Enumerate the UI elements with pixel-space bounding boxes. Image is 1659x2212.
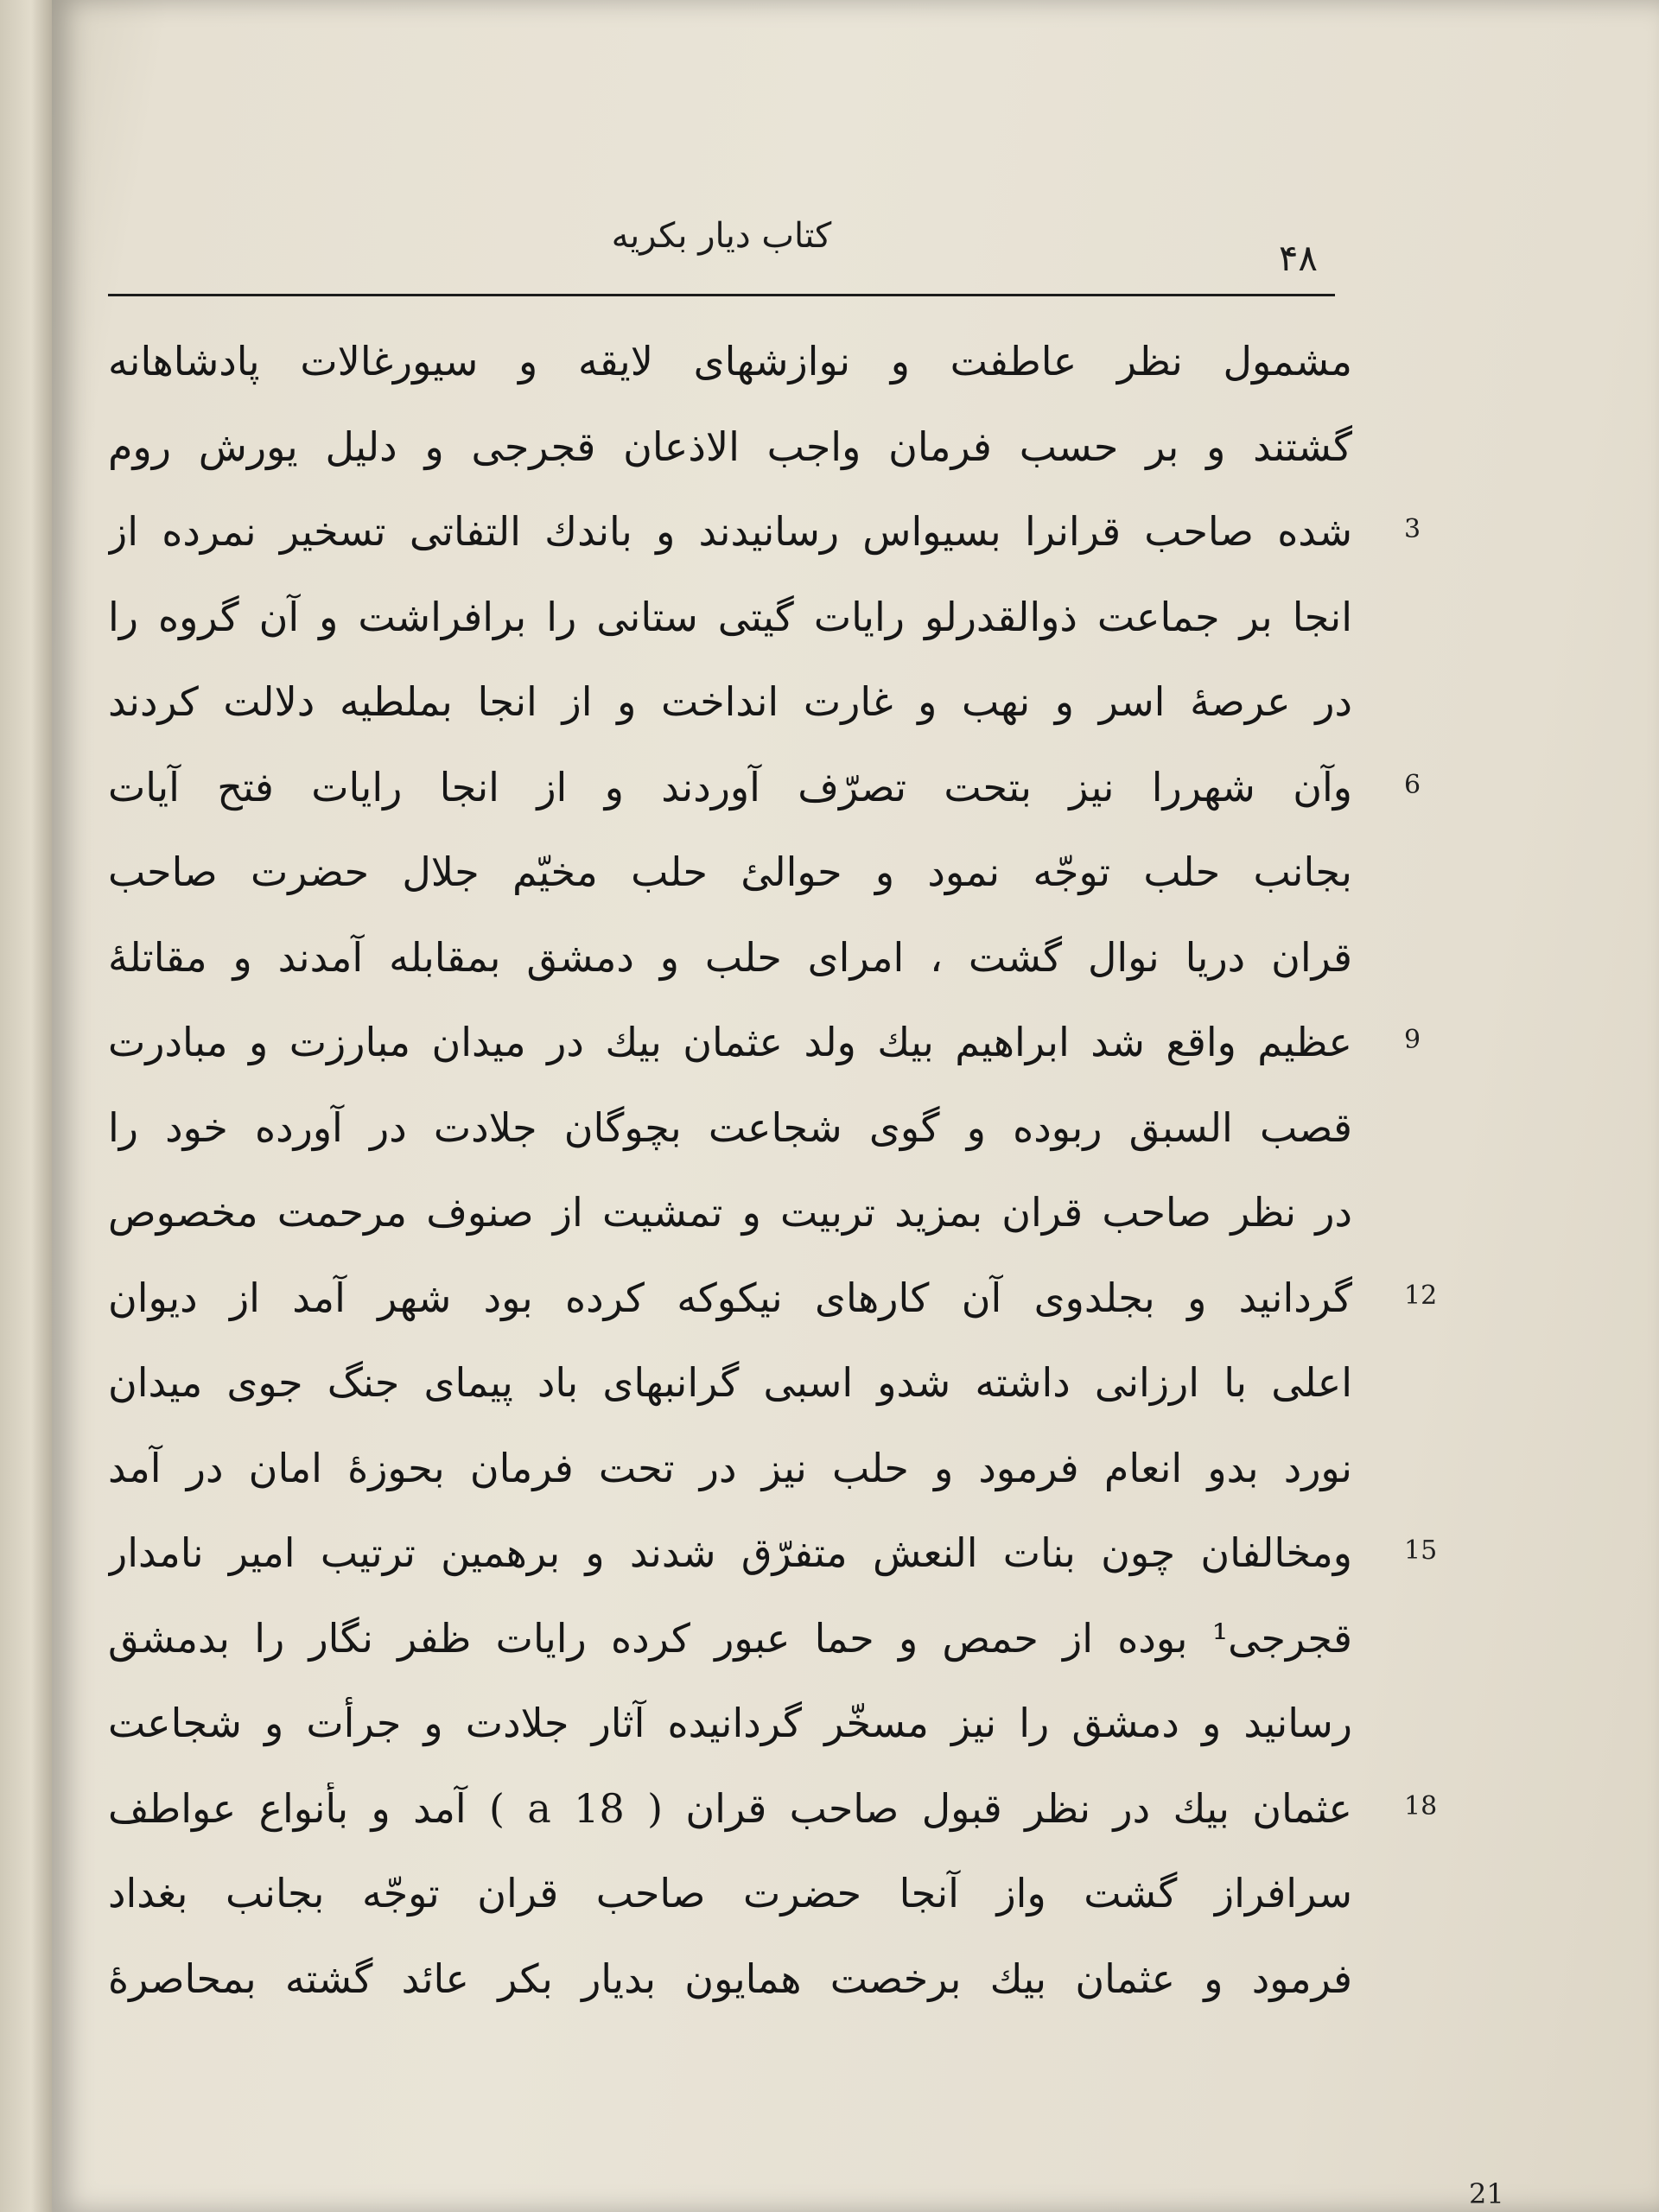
line-number: 12	[1404, 1280, 1438, 1311]
text-line	[108, 1001, 1421, 1086]
line-text: قران دریا نوال گشت ، امرای حلب و دمشق بمقابله آمدند و مقاتلهٔ	[108, 933, 1352, 981]
line-text: گشتند و بر حسب فرمان واجب الاذعان قجرجی و دلیل یورش روم	[108, 423, 1352, 470]
text-line	[108, 575, 1352, 661]
text-line	[108, 1256, 1438, 1342]
running-header	[108, 216, 1335, 296]
text-line	[108, 1511, 1438, 1597]
line-text: در عرصهٔ اسر و نهب و غارت انداخت و از انجا بملطیه دلالت کردند	[108, 678, 1352, 725]
line-number: 3	[1404, 514, 1421, 544]
line-text: بجانب حلب توجّه نمود و حوالیٔ حلب مخیّم جلال حضرت صاحب	[108, 849, 1352, 895]
line-number: 18	[1404, 1790, 1438, 1821]
page-number: ۴۸	[1278, 237, 1318, 279]
text-line	[108, 1937, 1352, 2023]
line-text: رسانید و دمشق را نیز مسخّر گردانیده آثار جلادت و جرأت و شجاعت	[108, 1700, 1352, 1746]
line-text: قصب السبق ربوده و گوی شجاعت بچوگان جلادت در آورده خود را	[108, 1103, 1352, 1151]
line-number: 9	[1404, 1025, 1421, 1055]
header-title: کتاب دیار بکریه	[611, 216, 832, 256]
text-line	[108, 1086, 1352, 1172]
line-number: 15	[1404, 1535, 1438, 1566]
text-line	[108, 1767, 1438, 1853]
line-text: وآن شهررا نیز بتحت تصرّف آوردند و از انجا رایات فتح آیات	[108, 763, 1352, 810]
line-text: گردانید و بجلدوی آن کارهای نیکوکه کرده بود شهر آمد از دیوان	[108, 1274, 1352, 1321]
line-text: نورد بدو انعام فرمود و حلب نیز در تحت فرمان بحوزهٔ امان در آمد	[108, 1444, 1352, 1491]
text-line	[108, 830, 1352, 916]
line-text: قجرجی¹ بوده از حمص و حما عبور کرده رایات ظفر نگار را بدمشق	[108, 1614, 1352, 1662]
text-line	[108, 660, 1352, 746]
text-line	[108, 1171, 1352, 1256]
text-line	[108, 405, 1352, 491]
line-text: عظیم واقع شد ابراهیم بیك ولد عثمان بیك در میدان مبارزت و مبادرت	[108, 1019, 1352, 1065]
text-line	[108, 1427, 1352, 1512]
text-line	[108, 1597, 1352, 1682]
line-text: سرافراز گشت واز آنجا حضرت صاحب قران توجّه بجانب بغداد	[108, 1870, 1352, 1916]
body-text	[108, 320, 1438, 2022]
text-line	[108, 746, 1421, 831]
line-text: شده صاحب قرانرا بسیواس رسانیدند و باندك التفاتی تسخیر نمرده از	[108, 508, 1352, 555]
line-text: عثمان بیك در نظر قبول صاحب قران ( 18 a ) آمد و بأنواع عواطف	[108, 1784, 1352, 1832]
line-text: ومخالفان چون بنات النعش متفرّق شدند و برهمین ترتیب امیر نامدار	[108, 1529, 1352, 1576]
line-text: فرمود و عثمان بیك برخصت همایون بدیار بکر عائد گشته بمحاصرهٔ	[108, 1955, 1352, 2002]
previous-page-edge	[0, 0, 52, 2212]
line-number-bottom: 21	[1469, 2177, 1504, 2210]
line-number: 6	[1404, 769, 1421, 800]
line-text: مشمول نظر عاطفت و نوازشهای لایقه و سیورغالات پادشاهانه	[108, 338, 1352, 385]
text-line	[108, 320, 1352, 405]
text-line	[108, 1852, 1352, 1937]
text-line	[108, 1341, 1352, 1427]
line-text: اعلی با ارزانی داشته شدو اسبی گرانبهای باد پیمای جنگ جوی میدان	[108, 1359, 1352, 1406]
line-text: انجا بر جماعت ذوالقدرلو رایات گیتی ستانی را برافراشت و آن گروه را	[108, 593, 1352, 640]
text-line	[108, 916, 1352, 1001]
text-line	[108, 490, 1421, 575]
text-line	[108, 1681, 1352, 1767]
line-text: در نظر صاحب قران بمزید تربیت و تمشیت از صنوف مرحمت مخصوص	[108, 1189, 1352, 1236]
